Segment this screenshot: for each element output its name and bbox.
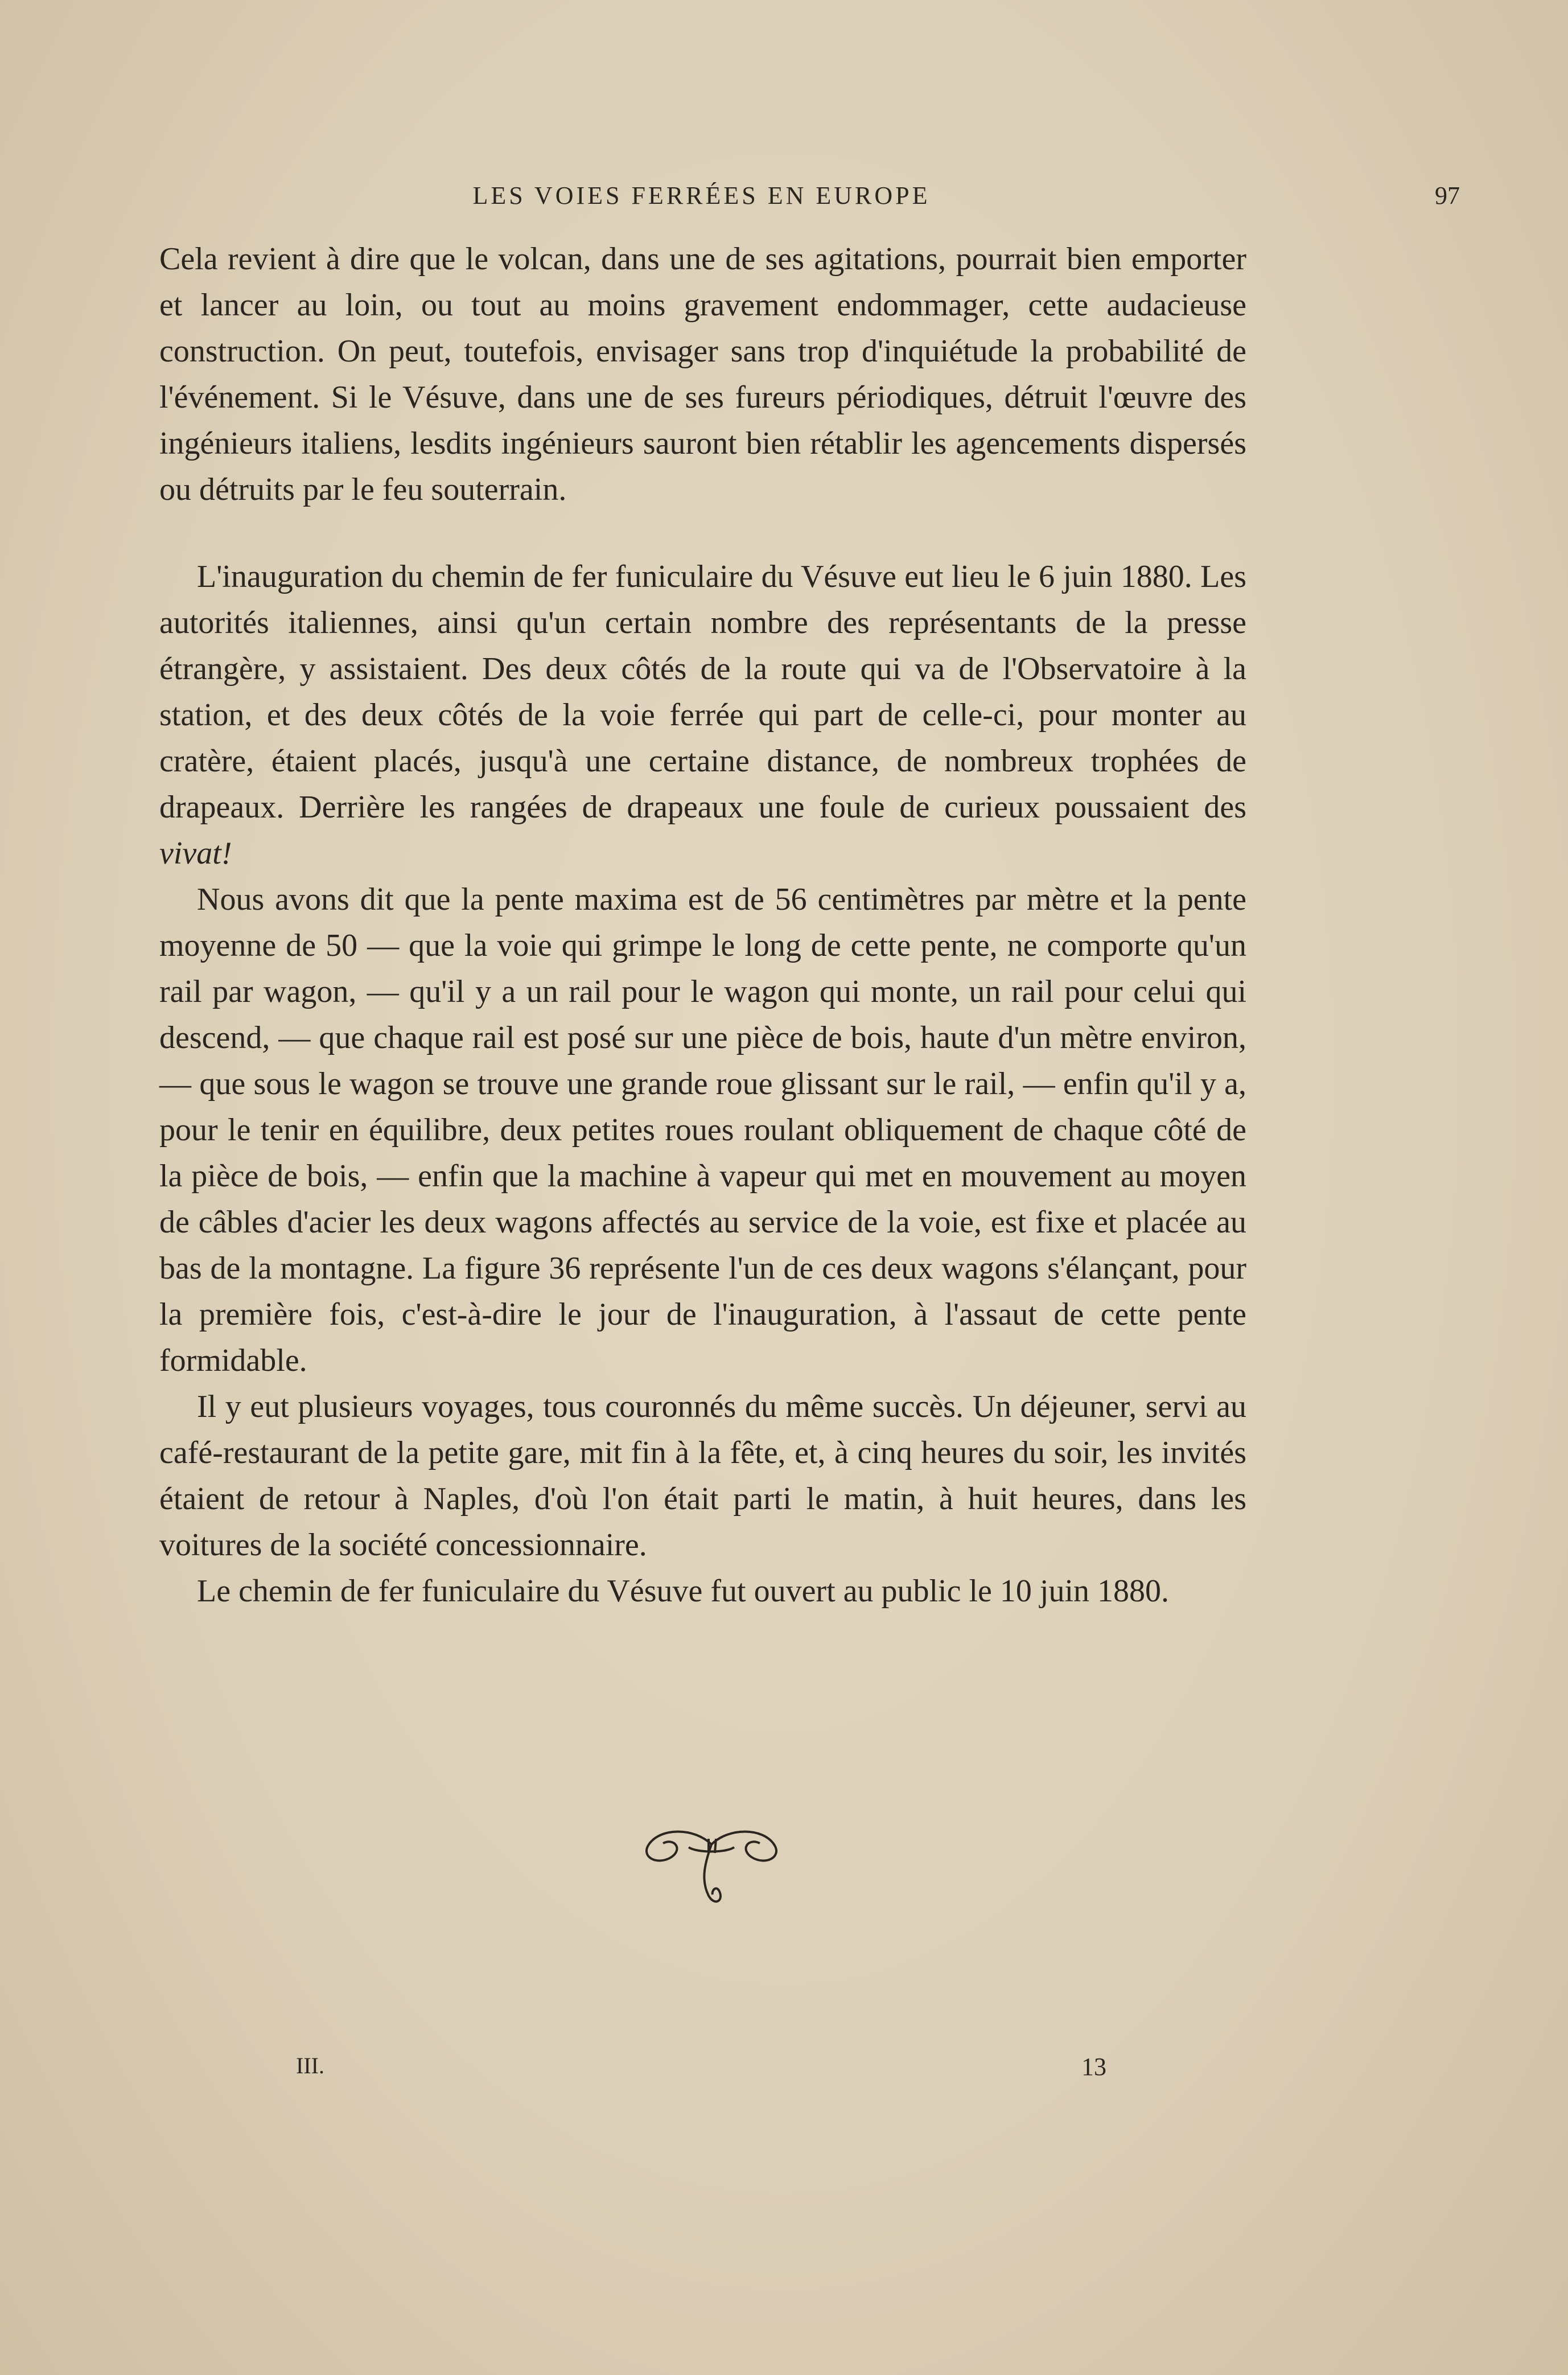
- page-number: 97: [1435, 182, 1460, 209]
- paragraph-3: Nous avons dit que la pente maxima est de 56 centimètres par mètre et la pente moyenne de 50 — que la voie qui grimpe le long de cette pente, ne comporte qu'un rail par wagon, — qu'il y a un rail pour le wagon qui monte, un rail pour celui qui descend, — que chaque rail est posé sur une pièce de bois, haute d'un mètre environ, — que sous le wagon se trouve une grande roue glissant sur le rail, — enfin qu'il y a, pour le tenir en équilibre, deux petites roues roulant obliquement de chaque côté de la pièce de bois, — enfin que la machine à vapeur qui met en mouvement au moyen de câbles d'acier les deux wagons affectés au service de la voie, est fixe et placée au bas de la montagne. La figure 36 représente l'un de ces deux wagons s'élançant, pour la première fois, c'est-à-dire le jour de l'inauguration, à l'assaut de cette pente formidable.: [159, 882, 1246, 1378]
- paragraph-2-italic: vivat!: [159, 836, 232, 871]
- ornament-flourish-icon: [626, 1822, 797, 1913]
- paragraph-gap: [159, 513, 1246, 554]
- paragraph-5: Le chemin de fer funiculaire du Vésuve fut ouvert au public le 10 juin 1880.: [197, 1573, 1169, 1609]
- page-header: [159, 181, 1460, 215]
- paragraph-2: [159, 554, 1246, 877]
- paragraph-2-text: L'inauguration du chemin de fer funiculaire du Vésuve eut lieu le 6 juin 1880. Les autorités italiennes, ainsi qu'un certain nombre des représentants de la presse étrangère, y assistaient. Des deux côtés de la route qui va de l'Observatoire à la station, et des deux côtés de la voie ferrée qui part de celle-ci, pour monter au cratère, étaient placés, jusqu'à une certaine distance, de nombreux trophées de drapeaux. Derrière les rangées de drapeaux une foule de curieux poussaient des: [159, 559, 1246, 825]
- paragraph-4: Il y eut plusieurs voyages, tous couronnés du même succès. Un déjeuner, servi au café-restaurant de la petite gare, mit fin à la fête, et, à cinq heures du soir, les invités étaient de retour à Naples, d'où l'on était parti le matin, à huit heures, dans les voitures de la société concessionnaire.: [159, 1389, 1246, 1563]
- folio-number: 13: [1081, 2053, 1106, 2081]
- paragraph-1: Cela revient à dire que le volcan, dans une de ses agitations, pourrait bien emporter et lancer au loin, ou tout au moins gravement endommager, cette audacieuse construction. On peut, toutefois, envisager sans trop d'inquiétude la probabilité de l'événement. Si le Vésuve, dans une de ses fureurs périodiques, détruit l'œuvre des ingénieurs italiens, lesdits ingénieurs sauront bien rétablir les agencements dispersés ou détruits par le feu souterrain.: [159, 241, 1246, 507]
- running-title: LES VOIES FERRÉES EN EUROPE: [472, 182, 931, 209]
- body-text: [159, 236, 1246, 1614]
- signature-mark: III.: [296, 2053, 324, 2078]
